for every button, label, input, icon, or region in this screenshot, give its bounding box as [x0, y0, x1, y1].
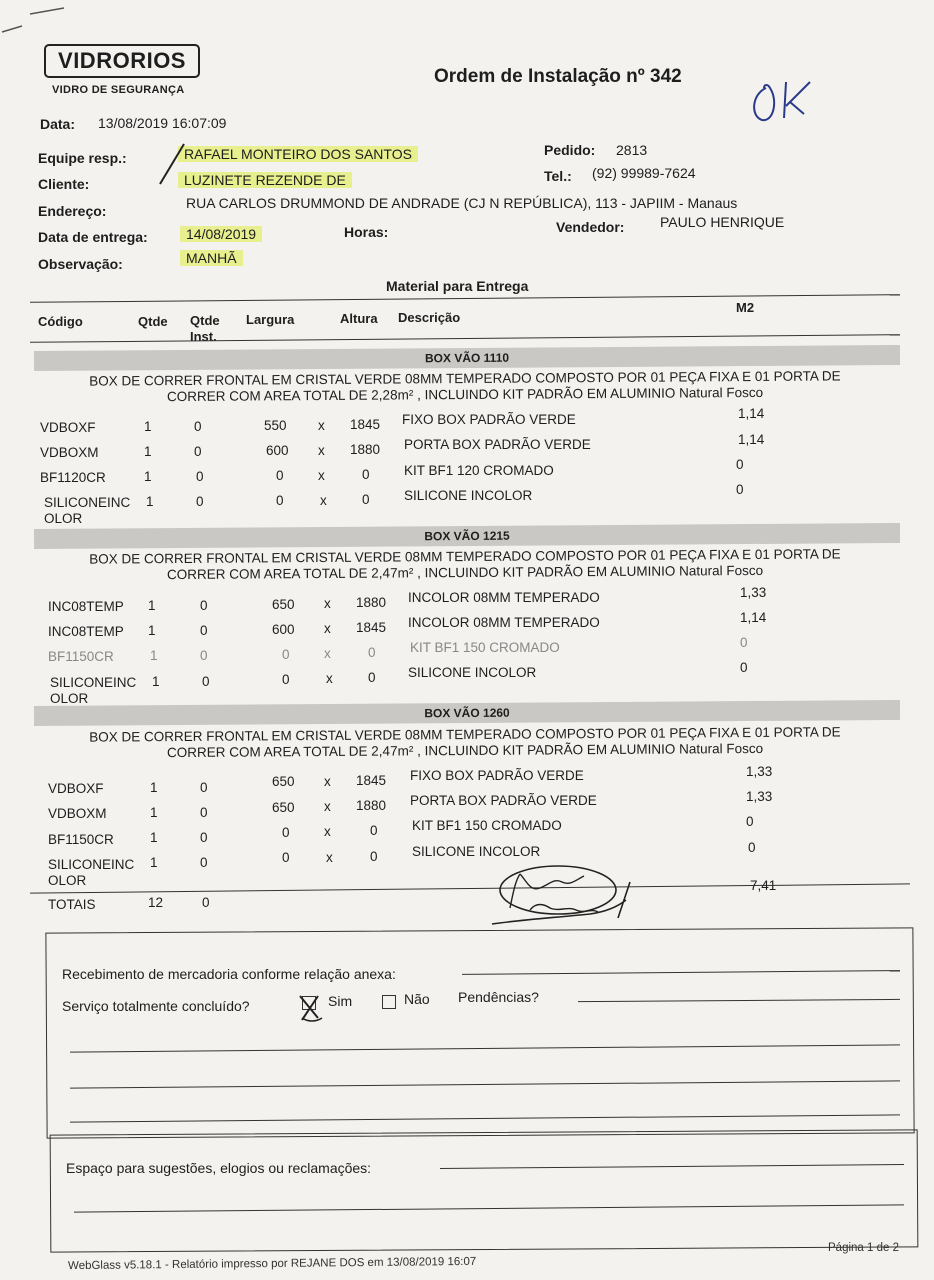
row-desc: SILICONE INCOLOR — [408, 665, 537, 680]
section-band-2 — [34, 523, 900, 549]
observacao-value: MANHÃ — [180, 250, 243, 266]
entrega-label: Data de entrega: — [38, 229, 148, 245]
section-desc-line: CORRER COM AREA TOTAL DE 2,47m² , INCLUINDO KIT PADRÃO EM ALUMINIO Natural Fosco — [166, 740, 764, 761]
row-qtde: 1 — [146, 494, 154, 509]
row-code: BF1120CR — [40, 470, 106, 485]
col-m2: M2 — [736, 300, 755, 315]
document-title: Ordem de Instalação nº 342 — [434, 66, 682, 87]
row-qtde: 1 — [150, 648, 158, 663]
nao-checkbox[interactable] — [382, 995, 396, 1009]
divider — [30, 883, 910, 893]
pen-scribble — [0, 0, 80, 40]
section-band-1 — [34, 345, 900, 371]
totals-m2: 7,41 — [750, 878, 777, 893]
col-descricao: Descrição — [398, 310, 461, 325]
observacao-label: Observação: — [38, 256, 123, 272]
row-largura: 600 — [272, 622, 295, 637]
totals-inst: 0 — [202, 895, 210, 910]
endereco-label: Endereço: — [38, 203, 107, 219]
row-inst: 0 — [200, 830, 208, 845]
row-m2: 1,14 — [740, 610, 767, 625]
row-x: x — [318, 443, 325, 458]
row-altura: 0 — [370, 823, 378, 838]
company-tagline: VIDRO DE SEGURANÇA — [52, 84, 185, 96]
row-m2: 0 — [736, 482, 744, 497]
cliente-value: LUZINETE REZENDE DE — [178, 172, 352, 188]
row-altura: 1845 — [356, 773, 387, 788]
totals-qtde: 12 — [148, 895, 164, 910]
totals-label: TOTAIS — [48, 897, 96, 912]
section-description-3 — [30, 724, 900, 762]
row-desc: FIXO BOX PADRÃO VERDE — [410, 768, 584, 783]
vendedor-value: PAULO HENRIQUE — [660, 214, 785, 230]
row-code: INC08TEMP — [48, 599, 124, 614]
row-altura: 0 — [370, 849, 378, 864]
company-logo: VIDRORIOS — [44, 44, 200, 78]
row-desc: PORTA BOX PADRÃO VERDE — [410, 793, 597, 808]
row-code-cont: OLOR — [44, 511, 83, 526]
row-inst: 0 — [200, 623, 208, 638]
col-qtde-inst-1: Qtde — [190, 313, 220, 328]
row-desc: INCOLOR 08MM TEMPERADO — [408, 590, 600, 605]
row-inst: 0 — [196, 494, 204, 509]
row-largura: 550 — [264, 418, 287, 433]
feedback-form-box — [50, 1129, 919, 1252]
row-altura: 0 — [368, 670, 376, 685]
row-m2: 1,33 — [746, 764, 773, 779]
row-code-cont: OLOR — [48, 873, 87, 888]
row-largura: 0 — [276, 493, 284, 508]
row-altura: 0 — [362, 492, 370, 507]
row-altura: 1845 — [356, 620, 387, 635]
row-code: SILICONEINC — [48, 857, 135, 872]
col-largura: Largura — [246, 312, 295, 327]
row-largura: 0 — [282, 672, 290, 687]
row-qtde: 1 — [150, 855, 158, 870]
section-band-3 — [34, 700, 900, 726]
endereco-value: RUA CARLOS DRUMMOND DE ANDRADE (CJ N REPÚBLICA), 113 - JAPIIM - Manaus — [186, 195, 738, 211]
pen-stroke-mark — [150, 140, 190, 190]
row-largura: 650 — [272, 800, 295, 815]
data-label: Data: — [40, 116, 76, 132]
pendencias-label: Pendências? — [458, 989, 539, 1005]
row-qtde: 1 — [148, 598, 156, 613]
section-description-2 — [30, 546, 900, 584]
row-altura: 0 — [368, 645, 376, 660]
row-x: x — [324, 774, 331, 789]
row-altura: 1845 — [350, 417, 381, 432]
row-largura: 0 — [282, 647, 290, 662]
tel-value: (92) 99989-7624 — [592, 165, 696, 181]
row-inst: 0 — [200, 855, 208, 870]
row-altura: 1880 — [356, 798, 387, 813]
row-largura: 650 — [272, 774, 295, 789]
row-desc: KIT BF1 150 CROMADO — [410, 640, 560, 655]
section-desc-line: CORRER COM AREA TOTAL DE 2,47m² , INCLUINDO KIT PADRÃO EM ALUMINIO Natural Fosco — [166, 562, 764, 583]
row-desc: INCOLOR 08MM TEMPERADO — [408, 615, 600, 630]
row-altura: 0 — [362, 467, 370, 482]
row-x: x — [318, 418, 325, 433]
row-desc: SILICONE INCOLOR — [404, 488, 533, 503]
cliente-label: Cliente: — [38, 176, 90, 192]
row-m2: 0 — [748, 840, 756, 855]
row-code: BF1150CR — [48, 649, 114, 664]
section-title: BOX VÃO 1260 — [424, 705, 510, 721]
row-qtde: 1 — [150, 805, 158, 820]
row-altura: 1880 — [350, 442, 381, 457]
row-inst: 0 — [194, 444, 202, 459]
equipe-value: RAFAEL MONTEIRO DOS SANTOS — [178, 146, 418, 162]
servico-label: Serviço totalmente concluído? — [62, 998, 250, 1014]
divider — [30, 294, 900, 303]
check-mark-icon — [296, 990, 326, 1024]
row-m2: 1,14 — [738, 406, 765, 421]
row-desc: SILICONE INCOLOR — [412, 844, 541, 859]
report-footer: WebGlass v5.18.1 - Relatório impresso por REJANE DOS em 13/08/2019 16:07 — [67, 1255, 477, 1273]
row-largura: 0 — [276, 468, 284, 483]
row-largura: 650 — [272, 597, 295, 612]
tel-label: Tel.: — [544, 168, 572, 184]
row-inst: 0 — [202, 674, 210, 689]
recebimento-label: Recebimento de mercadoria conforme relação anexa: — [62, 966, 396, 982]
row-code: VDBOXM — [40, 445, 99, 460]
row-altura: 1880 — [356, 595, 387, 610]
row-largura: 0 — [282, 850, 290, 865]
row-x: x — [318, 468, 325, 483]
pedido-label: Pedido: — [544, 142, 596, 158]
horas-label: Horas: — [344, 224, 389, 240]
row-qtde: 1 — [144, 469, 152, 484]
handwritten-ok-mark — [744, 70, 824, 130]
sim-label: Sim — [328, 993, 353, 1009]
row-x: x — [324, 799, 331, 814]
material-title: Material para Entrega — [386, 278, 529, 294]
row-x: x — [324, 596, 331, 611]
row-qtde: 1 — [150, 830, 158, 845]
row-x: x — [320, 493, 327, 508]
row-desc: FIXO BOX PADRÃO VERDE — [402, 412, 576, 427]
row-m2: 1,14 — [738, 432, 765, 447]
row-x: x — [326, 850, 333, 865]
row-qtde: 1 — [152, 674, 160, 689]
row-inst: 0 — [200, 780, 208, 795]
customer-signature — [480, 858, 640, 934]
row-inst: 0 — [196, 469, 204, 484]
col-qtde-inst-2: Inst. — [190, 329, 217, 344]
section-title: BOX VÃO 1110 — [424, 350, 510, 366]
col-altura: Altura — [340, 311, 378, 326]
page-number: Página 1 de 2 — [828, 1242, 899, 1254]
row-qtde: 1 — [144, 419, 152, 434]
receipt-form-box — [45, 927, 914, 1138]
row-largura: 600 — [266, 443, 289, 458]
sugestoes-label: Espaço para sugestões, elogios ou reclamações: — [66, 1160, 372, 1176]
section-desc-line: BOX DE CORRER FRONTAL EM CRISTAL VERDE 08MM TEMPERADO COMPOSTO POR 01 PEÇA FIXA E 01 PORTA DE — [89, 368, 841, 389]
row-code: VDBOXF — [48, 781, 104, 796]
section-desc-line: CORRER COM AREA TOTAL DE 2,28m² , INCLUINDO KIT PADRÃO EM ALUMINIO Natural Fosco — [166, 384, 764, 405]
row-inst: 0 — [200, 598, 208, 613]
pedido-value: 2813 — [616, 142, 648, 158]
row-qtde: 1 — [148, 623, 156, 638]
section-desc-line: BOX DE CORRER FRONTAL EM CRISTAL VERDE 08MM TEMPERADO COMPOSTO POR 01 PEÇA FIXA E 01 PORTA DE — [89, 724, 841, 745]
row-code: SILICONEINC — [50, 675, 137, 690]
nao-label: Não — [404, 991, 430, 1007]
row-code-cont: OLOR — [50, 691, 89, 706]
row-code: INC08TEMP — [48, 624, 124, 639]
divider — [30, 334, 900, 343]
row-code: VDBOXF — [40, 420, 96, 435]
data-value: 13/08/2019 16:07:09 — [98, 115, 227, 131]
row-m2: 1,33 — [740, 585, 767, 600]
row-inst: 0 — [200, 805, 208, 820]
row-qtde: 1 — [144, 444, 152, 459]
row-m2: 0 — [746, 814, 754, 829]
row-largura: 0 — [282, 825, 290, 840]
row-inst: 0 — [200, 648, 208, 663]
entrega-value: 14/08/2019 — [180, 226, 262, 242]
row-m2: 1,33 — [746, 789, 773, 804]
row-m2: 0 — [736, 457, 744, 472]
row-code: BF1150CR — [48, 832, 114, 847]
vendedor-label: Vendedor: — [556, 219, 625, 235]
row-qtde: 1 — [150, 780, 158, 795]
row-m2: 0 — [740, 660, 748, 675]
row-m2: 0 — [740, 635, 748, 650]
section-desc-line: BOX DE CORRER FRONTAL EM CRISTAL VERDE 08MM TEMPERADO COMPOSTO POR 01 PEÇA FIXA E 01 PORTA DE — [89, 546, 841, 567]
col-qtde: Qtde — [138, 314, 168, 329]
equipe-label: Equipe resp.: — [38, 150, 127, 166]
row-x: x — [324, 646, 331, 661]
row-desc: KIT BF1 120 CROMADO — [404, 463, 554, 478]
row-desc: KIT BF1 150 CROMADO — [412, 818, 562, 833]
row-x: x — [326, 671, 333, 686]
row-x: x — [324, 824, 331, 839]
section-title: BOX VÃO 1215 — [424, 528, 510, 544]
row-x: x — [324, 621, 331, 636]
row-desc: PORTA BOX PADRÃO VERDE — [404, 437, 591, 452]
row-inst: 0 — [194, 419, 202, 434]
row-code: SILICONEINC — [44, 495, 131, 510]
row-code: VDBOXM — [48, 806, 107, 821]
section-description-1 — [30, 368, 900, 406]
col-codigo: Código — [38, 314, 83, 329]
